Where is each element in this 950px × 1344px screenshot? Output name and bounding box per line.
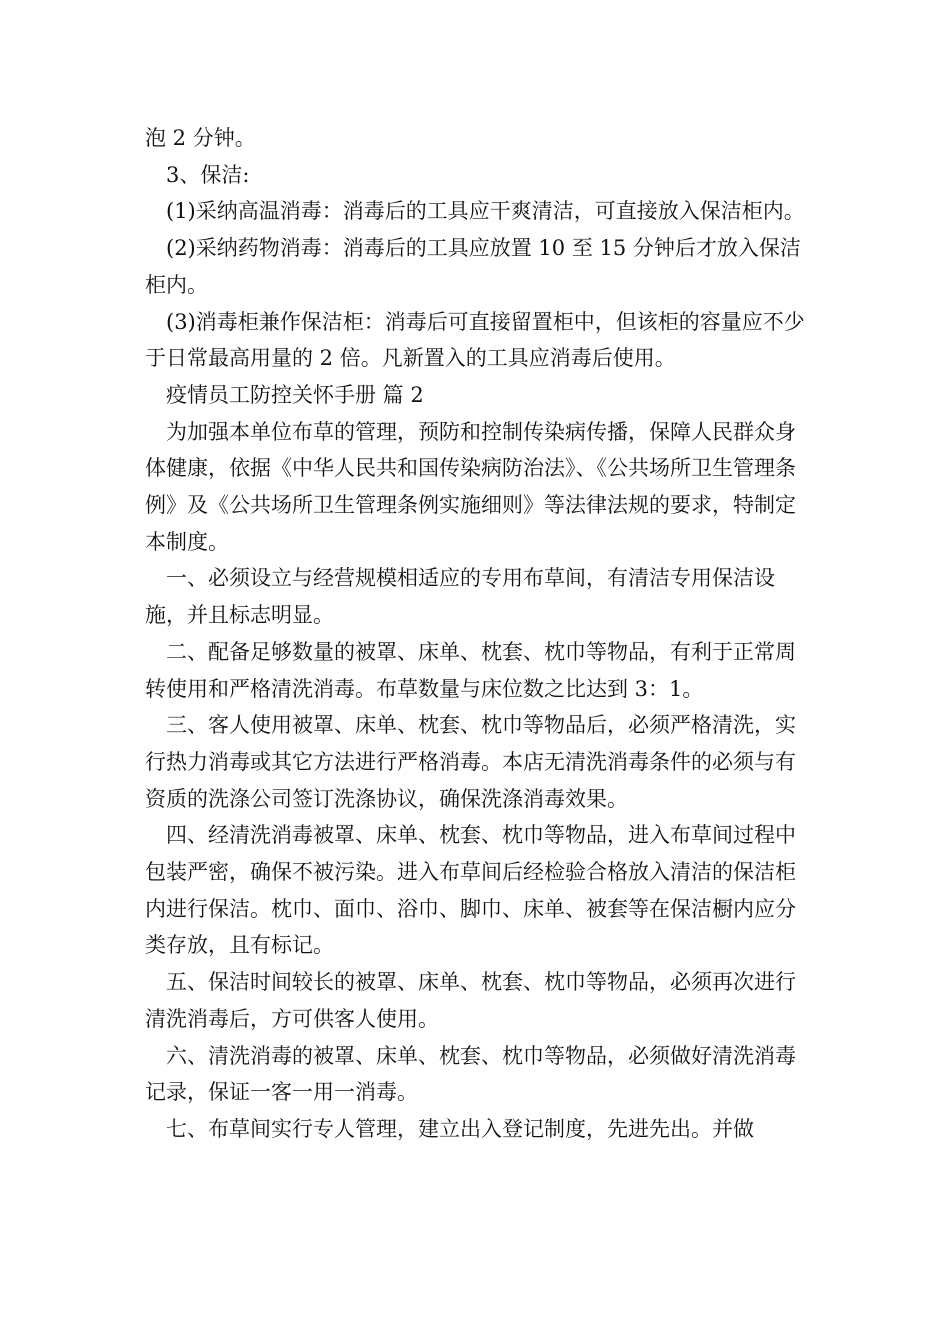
paragraph-rule-3: 三、客人使用被罩、床单、枕套、枕巾等物品后，必须严格清洗，实行热力消毒或其它方法进行严格消毒。本店无清洗消毒条件的必须与有资质的洗涤公司签订洗涤协议，确保洗涤消毒效果。: [145, 713, 796, 811]
paragraph-rule-2: 二、配备足够数量的被罩、床单、枕套、枕巾等物品，有利于正常周转使用和严格清洗消毒。布草数量与床位数之比达到 3：1。: [145, 639, 796, 701]
paragraph-item-2: (2)采纳药物消毒：消毒后的工具应放置 10 至 15 分钟后才放入保洁柜内。: [145, 236, 801, 297]
paragraph-continuation: 泡 2 分钟。: [145, 126, 256, 150]
paragraph-rule-5: 五、保洁时间较长的被罩、床单、枕套、枕巾等物品，必须再次进行清洗消毒后，方可供客人使用。: [145, 970, 796, 1031]
paragraph-item-1: (1)采纳高温消毒：消毒后的工具应干爽清洁，可直接放入保洁柜内。: [166, 199, 805, 224]
section-heading: 疫情员工防控关怀手册 篇 2: [166, 382, 424, 407]
paragraph-section-3: 3、保洁:: [166, 162, 250, 187]
paragraph-item-3: (3)消毒柜兼作保洁柜：消毒后可直接留置柜中，但该柜的容量应不少于日常最高用量的 2 倍。凡新置入的工具应消毒后使用。: [145, 309, 805, 371]
paragraph-rule-6: 六、清洗消毒的被罩、床单、枕套、枕巾等物品，必须做好清洗消毒记录，保证一客一用一消毒。: [145, 1043, 796, 1105]
paragraph-rule-4: 四、经清洗消毒被罩、床单、枕套、枕巾等物品，进入布草间过程中包装严密，确保不被污染。进入布草间后经检验合格放入清洁的保洁柜内进行保洁。枕巾、面巾、浴巾、脚巾、床单、被套等在保洁橱内应分类存放，且有标记。: [145, 823, 796, 958]
paragraph-rule-1: 一、必须设立与经营规模相适应的专用布草间，有清洁专用保洁设施，并且标志明显。: [145, 566, 775, 628]
document-body: [145, 120, 810, 1148]
paragraph-rule-7: 七、布草间实行专人管理，建立出入登记制度，先进先出。并做: [166, 1116, 754, 1141]
paragraph-intro: 为加强本单位布草的管理，预防和控制传染病传播，保障人民群众身体健康，依据《中华人民共和国传染病防治法》、《公共场所卫生管理条例》及《公共场所卫生管理条例实施细则》等法律法规的要求，特制定本制度。: [145, 419, 796, 554]
